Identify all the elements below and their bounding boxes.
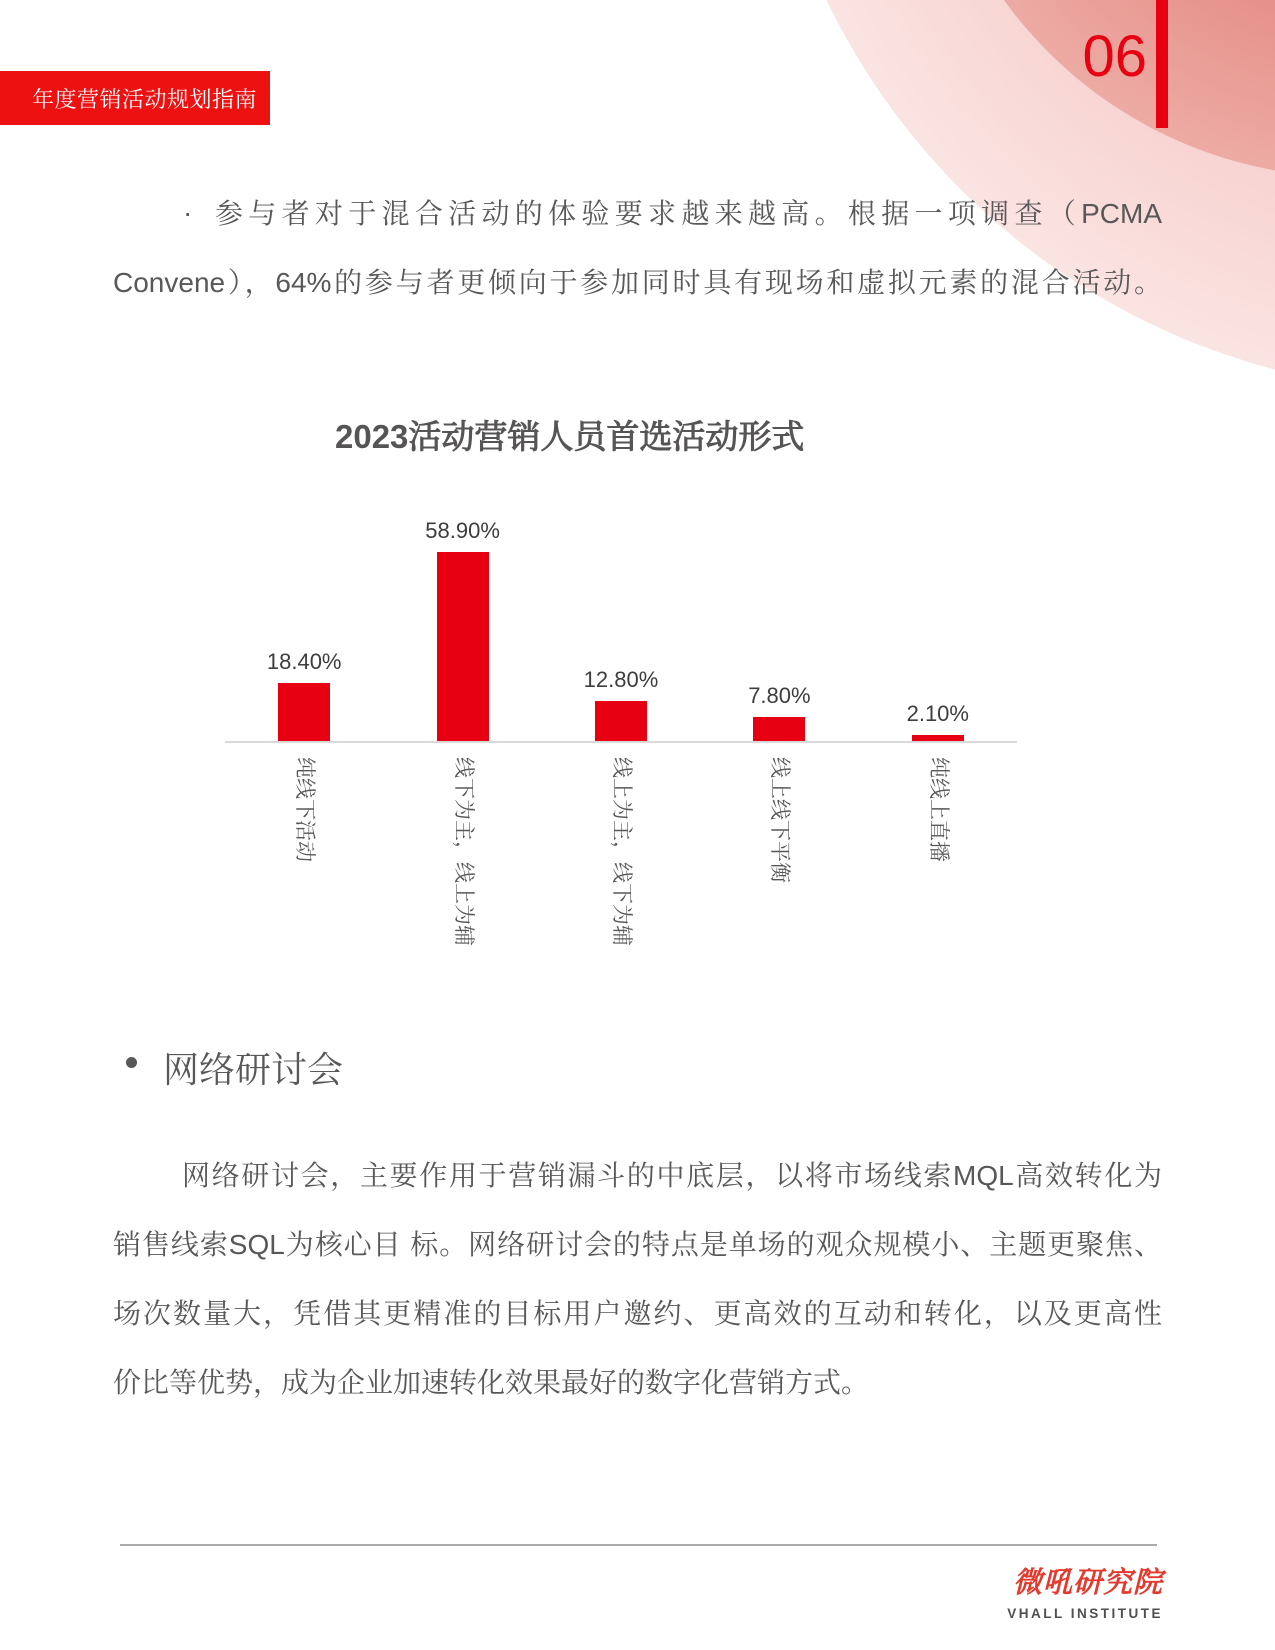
intro-line-2: Convene），64%的参与者更倾向于参加同时具有现场和虚拟元素的混合活动。 — [113, 267, 1162, 298]
body-line-1: 网络研讨会，主要作用于营销漏斗的中底层，以将市场线索MQL高效转化为 — [182, 1160, 1162, 1191]
page-number: 06 — [1082, 24, 1147, 89]
section-bullet-icon — [126, 1057, 137, 1068]
chart-category-label: 纯线上直播 — [926, 757, 950, 862]
chart-category-label: 线上线下平衡 — [768, 757, 792, 883]
chart-value-label: 18.40% — [266, 649, 342, 674]
corner-accent-bar — [1156, 0, 1168, 128]
chart-value-label: 7.80% — [748, 683, 811, 708]
intro-bullet-icon: · — [183, 197, 193, 228]
chart-title: 2023活动营销人员首选活动形式 — [335, 418, 805, 455]
logo-english: VHALL INSTITUTE — [1007, 1606, 1163, 1621]
chart-x-axis-line — [225, 741, 1017, 743]
chart-category-2 — [542, 490, 700, 946]
chart-category-label: 纯线下活动 — [293, 757, 317, 862]
chart-value-label: 12.80% — [583, 667, 659, 692]
chart-category-1 — [383, 490, 541, 946]
chart-category-0 — [225, 490, 383, 862]
body-line-4: 价比等优势，成为企业加速转化效果最好的数字化营销方式。 — [113, 1367, 870, 1398]
chart-value-label: 58.90% — [425, 518, 500, 543]
header-badge-label: 年度营销活动规划指南 — [32, 86, 258, 112]
chart-category-3 — [700, 490, 858, 883]
chart-bar — [595, 701, 647, 742]
header-badge — [0, 71, 270, 125]
chart-bar — [437, 552, 489, 742]
logo-chinese: 微吼研究院 — [1012, 1567, 1163, 1599]
footer-logo — [1007, 1560, 1163, 1621]
body-line-2: 销售线索SQL为核心目 标。网络研讨会的特点是单场的观众规模小、主题更聚焦、 — [113, 1229, 1162, 1260]
chart-category-label: 线上为主，线下为辅 — [609, 757, 633, 946]
chart-category-4 — [859, 490, 1017, 862]
bar-chart — [225, 490, 1017, 946]
intro-line-1: 参与者对于混合活动的体验要求越来越高。根据一项调查（PCMA — [215, 198, 1162, 229]
body-line-3: 场次数量大，凭借其更精准的目标用户邀约、更高效的互动和转化，以及更高性 — [113, 1298, 1162, 1329]
section-heading: 网络研讨会 — [163, 1049, 344, 1090]
chart-bar — [278, 683, 330, 742]
chart-bar — [753, 717, 805, 742]
footer-divider — [120, 1544, 1157, 1546]
chart-value-label: 2.10% — [906, 701, 969, 726]
chart-category-label: 线下为主，线上为辅 — [451, 757, 475, 946]
